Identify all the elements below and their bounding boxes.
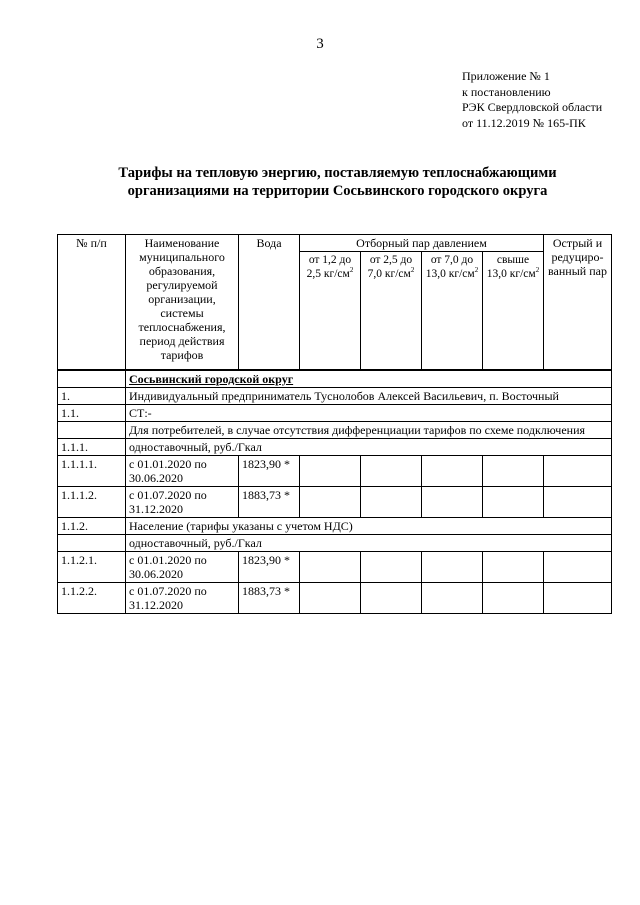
empty-cell (544, 486, 612, 517)
row-text: Население (тарифы указаны с учетом НДС) (126, 517, 612, 534)
appendix-line: РЭК Свердловской области (462, 100, 603, 114)
empty-cell (361, 551, 422, 582)
header-name: Наименование муниципального образования, регулируемой организации, системы теплоснабжения, период действия тарифов (126, 235, 239, 370)
empty-cell (422, 551, 483, 582)
header-pressure-1: от 1,2 до 2,5 $кг/см^2$ (300, 252, 361, 370)
appendix-line: к постановлению (462, 84, 551, 99)
row-num: 1.1. (58, 404, 126, 421)
empty-cell (361, 486, 422, 517)
title-line: организациями на территории Сосьвинского городского округа (127, 183, 548, 199)
row-num: 1.1.1.2. (58, 486, 126, 517)
tariff-table (57, 234, 612, 614)
row-period: с 01.01.2020 по 30.06.2020 (126, 551, 239, 582)
row-water-tariff: 1883,73 * (239, 582, 300, 613)
header-sharp-steam: Острый и редуциро-ванный пар (544, 235, 612, 370)
row-text: одноставочный, руб./Гкал (126, 438, 612, 455)
empty-cell (300, 486, 361, 517)
appendix-line: Приложение № 1 (462, 69, 550, 83)
empty-cell (300, 455, 361, 486)
row-num: 1.1.2.2. (58, 582, 126, 613)
empty-cell (544, 455, 612, 486)
row-text: Для потребителей, в случае отсутствия дифференциации тарифов по схеме подключения (126, 421, 612, 438)
empty-cell (483, 455, 544, 486)
header-water: Вода (239, 235, 300, 370)
header-steam-group: Отборный пар давлением (300, 235, 544, 252)
row-text: СТ:- (126, 404, 612, 421)
header-pressure-4: свыше 13,0 $кг/см^2$ (483, 252, 544, 370)
header-pressure-3: от 7,0 до 13,0 $кг/см^2$ (422, 252, 483, 370)
row-water-tariff: 1883,73 * (239, 486, 300, 517)
header-pressure-2: от 2,5 до 7,0 $кг/см^2$ (361, 252, 422, 370)
empty-cell (544, 551, 612, 582)
empty-cell (422, 486, 483, 517)
empty-cell (361, 582, 422, 613)
empty-cell (422, 455, 483, 486)
header-num: № п/п (58, 235, 126, 370)
row-num: 1.1.1.1. (58, 455, 126, 486)
row-num: 1. (58, 387, 126, 404)
empty-cell (544, 582, 612, 613)
page-number: 3 (316, 36, 324, 52)
row-text: Индивидуальный предприниматель Туснолобов Алексей Васильевич, п. Восточный (126, 387, 612, 404)
appendix-block (462, 69, 602, 131)
appendix-line: от 11.12.2019 № 165-ПК (462, 115, 586, 130)
empty-cell (483, 486, 544, 517)
title-line: Тарифы на тепловую энергию, поставляемую теплоснабжающими (118, 165, 557, 181)
row-text: одноставочный, руб./Гкал (126, 534, 612, 551)
empty-cell (361, 455, 422, 486)
row-period: с 01.07.2020 по 31.12.2020 (126, 582, 239, 613)
row-num: 1.1.1. (58, 438, 126, 455)
empty-cell (422, 582, 483, 613)
row-water-tariff: 1823,90 * (239, 551, 300, 582)
empty-cell (483, 551, 544, 582)
empty-cell (300, 551, 361, 582)
row-period: с 01.07.2020 по 31.12.2020 (126, 486, 239, 517)
row-period: с 01.01.2020 по 30.06.2020 (126, 455, 239, 486)
row-water-tariff: 1823,90 * (239, 455, 300, 486)
document-title (60, 164, 615, 200)
row-num (58, 421, 126, 438)
region-name: Сосьвинский городской округ (126, 370, 612, 388)
row-num: 1.1.2.1. (58, 551, 126, 582)
region-num-cell (58, 370, 126, 388)
empty-cell (483, 582, 544, 613)
row-num (58, 534, 126, 551)
empty-cell (300, 582, 361, 613)
row-num: 1.1.2. (58, 517, 126, 534)
